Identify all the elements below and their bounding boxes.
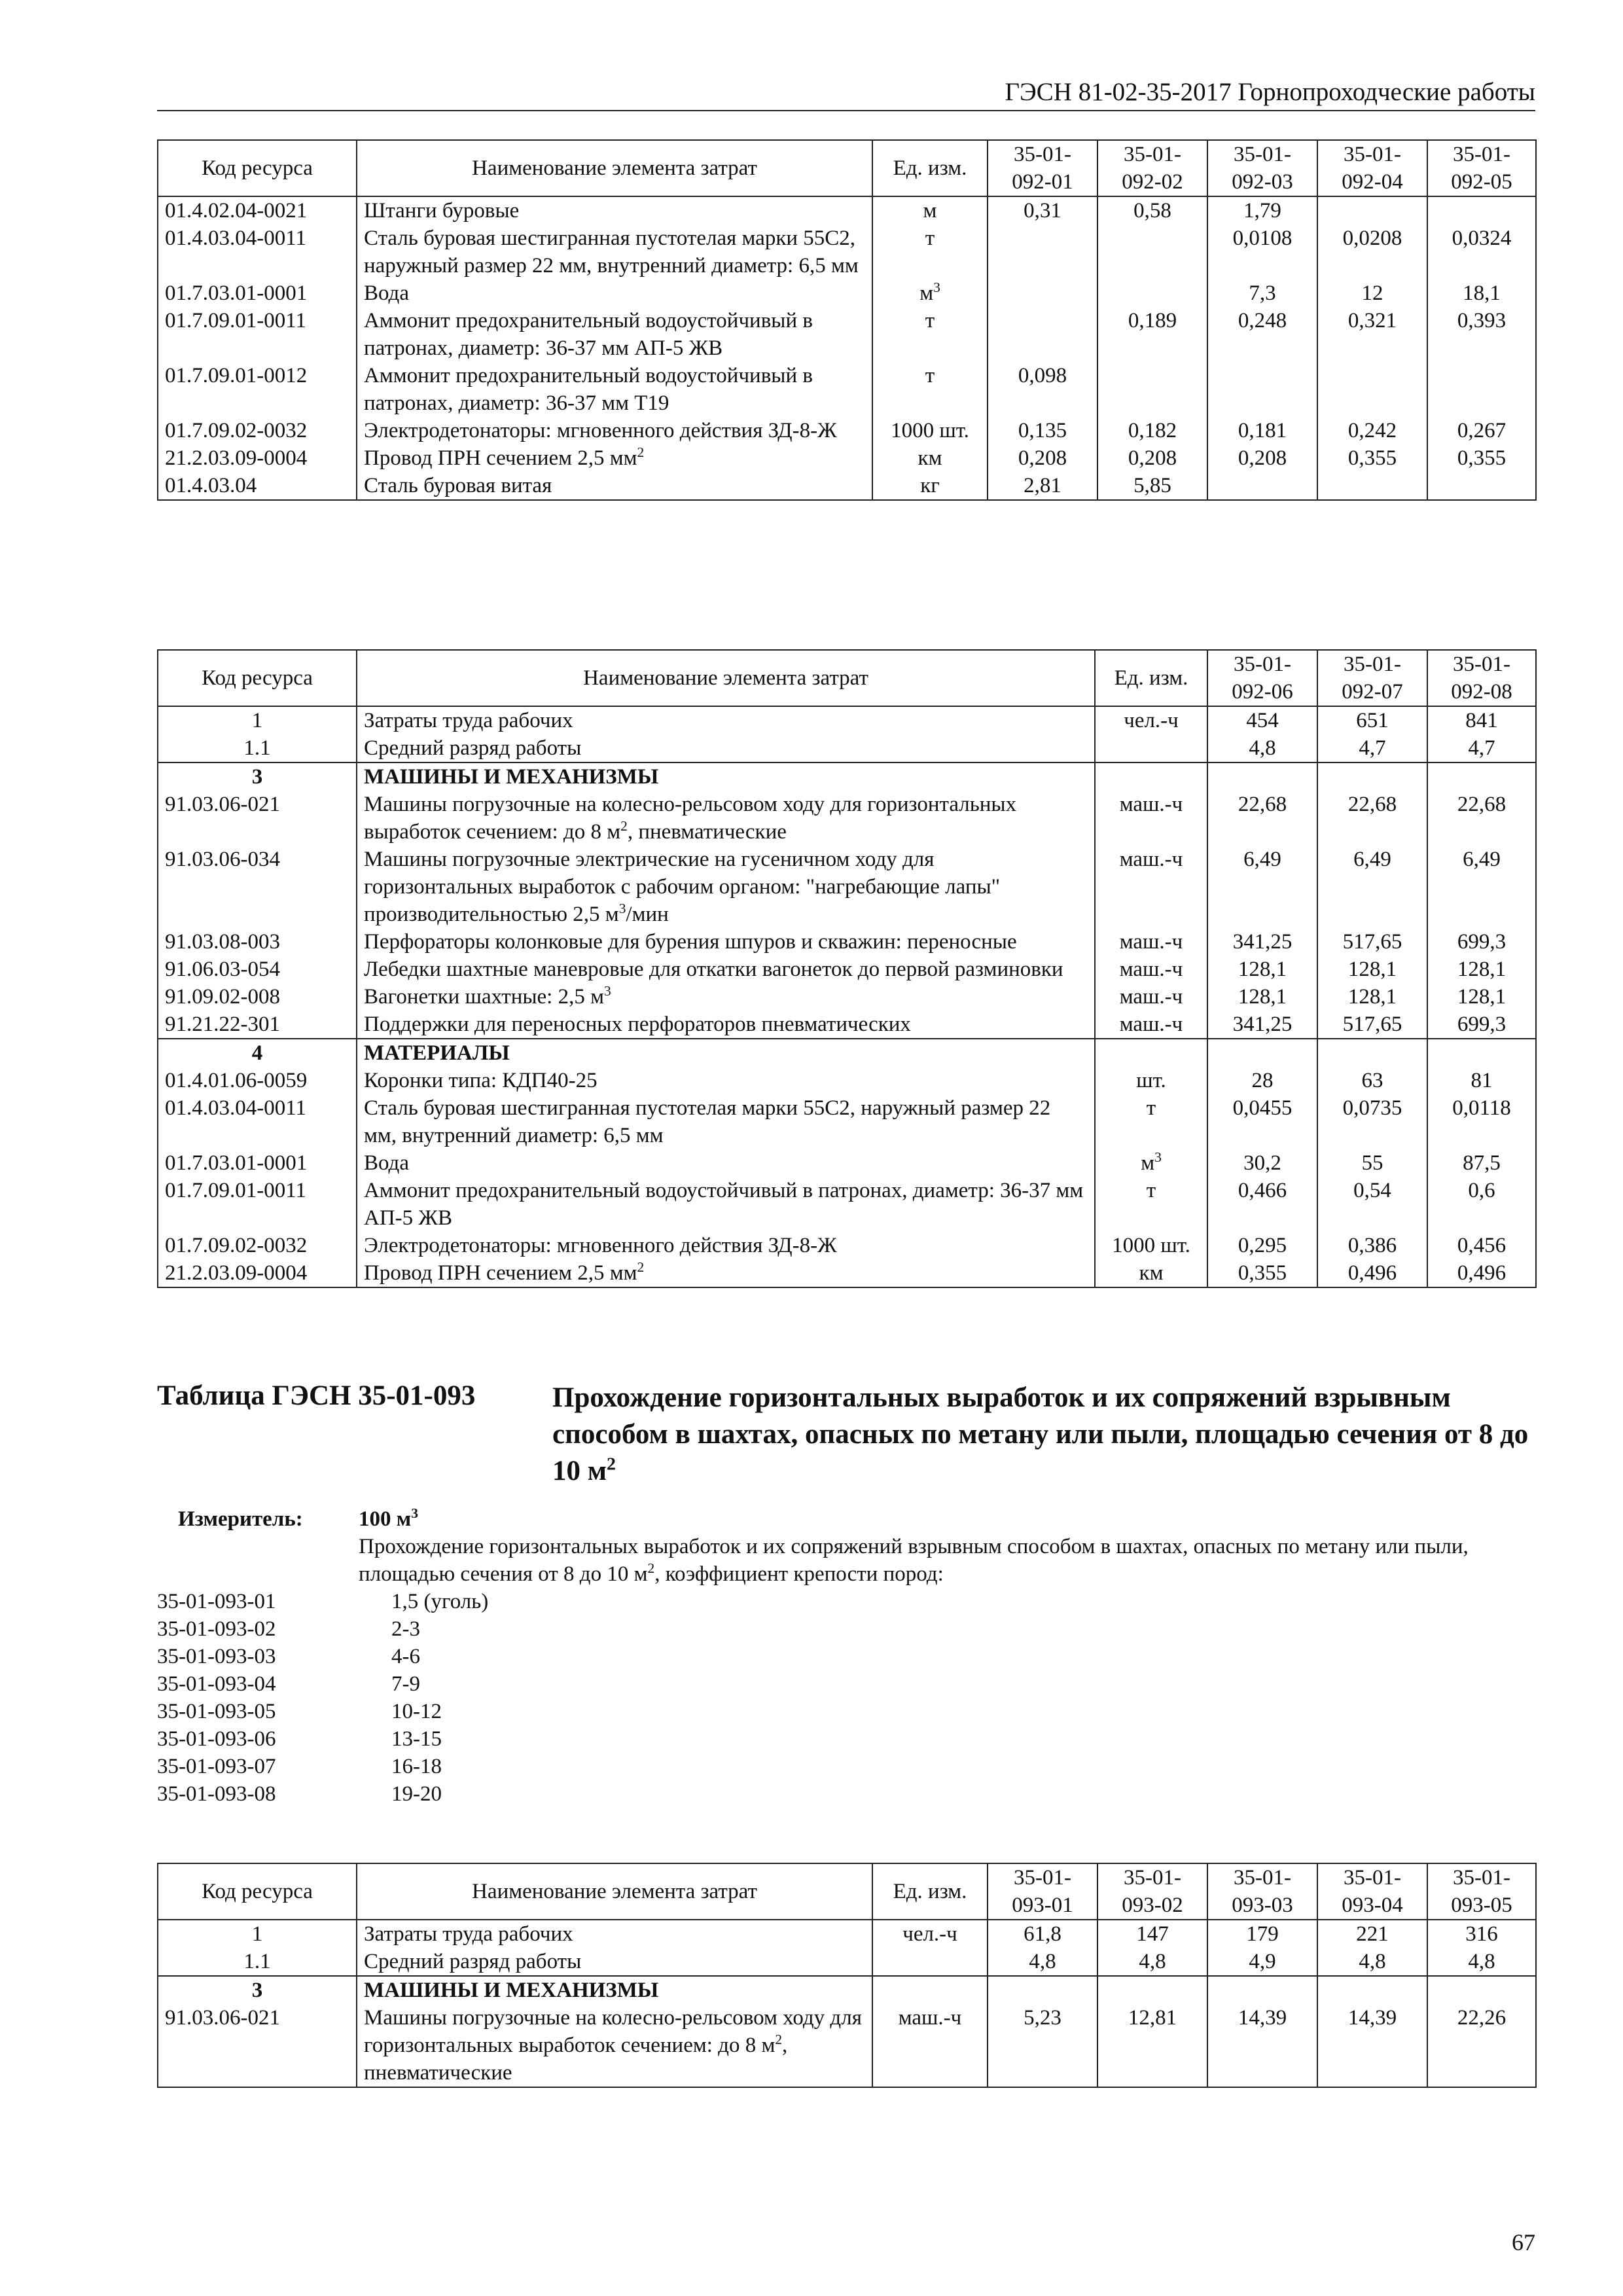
- value-cell: [1317, 1039, 1427, 1067]
- table-row: [158, 846, 1536, 928]
- cost-item-name-cell: Аммонит предохранительный водоустойчивый в патронах, диаметр: 36-37 мм Т19: [357, 362, 872, 417]
- value-cell: 14,39: [1317, 2004, 1427, 2087]
- variant-value: 2-3: [391, 1617, 420, 1641]
- value-cell: 0,6: [1427, 1177, 1536, 1232]
- resource-code-cell: 1.1: [158, 1948, 357, 1976]
- value-cell: 4,8: [1317, 1948, 1427, 1976]
- value-cell: 0,466: [1207, 1177, 1317, 1232]
- value-cell: 147: [1097, 1920, 1207, 1948]
- unit-cell: [872, 1948, 988, 1976]
- value-cell: 0,189: [1097, 307, 1207, 362]
- resource-code-cell: 01.7.09.02-0032: [158, 417, 357, 444]
- value-cell: 4,8: [1097, 1948, 1207, 1976]
- value-cell: 0,208: [988, 444, 1097, 472]
- unit-cell: маш.-ч: [1095, 928, 1207, 956]
- column-header: Ед. изм.: [872, 1863, 988, 1920]
- table-row: [158, 1259, 1536, 1287]
- column-header: Наименование элемента затрат: [357, 140, 872, 196]
- column-header: Ед. изм.: [872, 140, 988, 196]
- variant-code: 35-01-093-05: [157, 1700, 276, 1723]
- table-row: [158, 1232, 1536, 1259]
- cost-item-name-cell: Вагонетки шахтные: 2,5 $м^3$: [357, 983, 1095, 1011]
- table-row: [158, 1177, 1536, 1232]
- unit-cell: маш.-ч: [1095, 1011, 1207, 1039]
- unit-cell: [1095, 762, 1207, 791]
- unit-cell: шт.: [1095, 1067, 1207, 1094]
- value-cell: 4,9: [1207, 1948, 1317, 1976]
- cost-item-name-cell: Перфораторы колонковые для бурения шпуров и скважин: переносные: [357, 928, 1095, 956]
- resource-code-cell: 91.03.06-021: [158, 2004, 357, 2087]
- table-row: [158, 196, 1536, 224]
- value-cell: 128,1: [1427, 956, 1536, 983]
- value-cell: 0,393: [1427, 307, 1536, 362]
- resource-table-093-01-05: [157, 1863, 1537, 2088]
- page-header: [157, 72, 1535, 111]
- value-cell: 55: [1317, 1149, 1427, 1177]
- value-cell: 0,386: [1317, 1232, 1427, 1259]
- value-cell: 0,321: [1317, 307, 1427, 362]
- resource-code-cell: 91.03.06-021: [158, 791, 357, 846]
- table-row: [158, 1067, 1536, 1094]
- value-cell: [1427, 472, 1536, 500]
- column-header: 35-01- 092-03: [1207, 140, 1317, 196]
- column-header: 35-01- 093-02: [1097, 1863, 1207, 1920]
- table-row: [158, 983, 1536, 1011]
- cost-item-name-cell: Коронки типа: КДП40-25: [357, 1067, 1095, 1094]
- resource-code-cell: 01.7.09.02-0032: [158, 1232, 357, 1259]
- cost-item-name-cell: Затраты труда рабочих: [357, 706, 1095, 734]
- value-cell: 841: [1427, 706, 1536, 734]
- unit-cell: маш.-ч: [872, 2004, 988, 2087]
- value-cell: 0,0108: [1207, 224, 1317, 279]
- cost-item-name-cell: Электродетонаторы: мгновенного действия ЗД-8-Ж: [357, 417, 872, 444]
- resource-code-cell: 01.7.09.01-0012: [158, 362, 357, 417]
- column-header: 35-01- 093-03: [1207, 1863, 1317, 1920]
- unit-cell: маш.-ч: [1095, 791, 1207, 846]
- column-header: 35-01- 092-01: [988, 140, 1097, 196]
- column-header: 35-01- 092-02: [1097, 140, 1207, 196]
- unit-cell: м: [872, 196, 988, 224]
- variant-value: 7-9: [391, 1672, 420, 1696]
- value-cell: [1317, 362, 1427, 417]
- variant-code: 35-01-093-02: [157, 1617, 276, 1641]
- value-cell: 221: [1317, 1920, 1427, 1948]
- value-cell: 30,2: [1207, 1149, 1317, 1177]
- table-row: [158, 279, 1536, 307]
- value-cell: [1097, 279, 1207, 307]
- value-cell: 0,0208: [1317, 224, 1427, 279]
- cost-item-name-cell: Машины погрузочные на колесно-рельсовом ходу для горизонтальных выработок сечением: до 8 $м^2$, пневматические: [357, 791, 1095, 846]
- unit-cell: 1000 шт.: [872, 417, 988, 444]
- variant-value: 10-12: [391, 1700, 442, 1723]
- column-header: 35-01- 092-07: [1317, 650, 1427, 706]
- unit-cell: 1000 шт.: [1095, 1232, 1207, 1259]
- resource-code-cell: 01.7.09.01-0011: [158, 1177, 357, 1232]
- value-cell: 87,5: [1427, 1149, 1536, 1177]
- cost-item-name-cell: Машины погрузочные электрические на гусеничном ходу для горизонтальных выработок с рабочим органом: "нагребающие лапы" производительностью 2,5 $м^3$/мин: [357, 846, 1095, 928]
- cost-item-name-cell: Вода: [357, 1149, 1095, 1177]
- page-number: 67: [1512, 2229, 1535, 2255]
- value-cell: 63: [1317, 1067, 1427, 1094]
- cost-item-name-cell: Аммонит предохранительный водоустойчивый в патронах, диаметр: 36-37 мм АП-5 ЖВ: [357, 307, 872, 362]
- value-cell: 517,65: [1317, 928, 1427, 956]
- resource-code-cell: 91.06.03-054: [158, 956, 357, 983]
- value-cell: [1317, 196, 1427, 224]
- variant-value: 19-20: [391, 1782, 442, 1806]
- table-row: [158, 224, 1536, 279]
- unit-cell: т: [872, 224, 988, 279]
- value-cell: 61,8: [988, 1920, 1097, 1948]
- resource-code-cell: 01.4.03.04-0011: [158, 1094, 357, 1149]
- cost-item-name-cell: МАТЕРИАЛЫ: [357, 1039, 1095, 1067]
- column-header: 35-01- 093-04: [1317, 1863, 1427, 1920]
- value-cell: 0,355: [1427, 444, 1536, 472]
- value-cell: [1207, 762, 1317, 791]
- value-cell: [1317, 762, 1427, 791]
- value-cell: 0,496: [1427, 1259, 1536, 1287]
- cost-item-name-cell: Электродетонаторы: мгновенного действия ЗД-8-Ж: [357, 1232, 1095, 1259]
- value-cell: [1317, 1976, 1427, 2004]
- cost-item-name-cell: Провод ПРН сечением 2,5 $мм^2$: [357, 1259, 1095, 1287]
- value-cell: 128,1: [1427, 983, 1536, 1011]
- column-header: Ед. изм.: [1095, 650, 1207, 706]
- value-cell: 7,3: [1207, 279, 1317, 307]
- unit-cell: маш.-ч: [1095, 983, 1207, 1011]
- unit-cell: т: [872, 362, 988, 417]
- cost-item-name-cell: Вода: [357, 279, 872, 307]
- cost-item-name-cell: Средний разряд работы: [357, 1948, 872, 1976]
- variant-code: 35-01-093-06: [157, 1727, 276, 1751]
- table-row: [158, 362, 1536, 417]
- value-cell: 2,81: [988, 472, 1097, 500]
- value-cell: 179: [1207, 1920, 1317, 1948]
- value-cell: [1317, 472, 1427, 500]
- value-cell: 0,31: [988, 196, 1097, 224]
- value-cell: 0,181: [1207, 417, 1317, 444]
- value-cell: 341,25: [1207, 928, 1317, 956]
- table-row: [158, 1094, 1536, 1149]
- cost-item-name-cell: Штанги буровые: [357, 196, 872, 224]
- table-row: [158, 1920, 1536, 1948]
- unit-cell: $м^3$: [1095, 1149, 1207, 1177]
- table-header-row: [158, 140, 1536, 196]
- value-cell: 0,248: [1207, 307, 1317, 362]
- value-cell: 0,242: [1317, 417, 1427, 444]
- unit-cell: т: [1095, 1177, 1207, 1232]
- table-header-row: [158, 1863, 1536, 1920]
- table-row: [158, 762, 1536, 791]
- resource-code-cell: 21.2.03.09-0004: [158, 444, 357, 472]
- variant-row: [157, 1725, 615, 1753]
- value-cell: 1,79: [1207, 196, 1317, 224]
- variant-code: 35-01-093-04: [157, 1672, 276, 1696]
- unit-cell: чел.-ч: [872, 1920, 988, 1948]
- resource-code-cell: 91.21.22-301: [158, 1011, 357, 1039]
- table-row: [158, 1149, 1536, 1177]
- variant-row: [157, 1698, 615, 1725]
- value-cell: 12,81: [1097, 2004, 1207, 2087]
- table-row: [158, 307, 1536, 362]
- resource-code-cell: 01.7.03.01-0001: [158, 279, 357, 307]
- value-cell: [1427, 1976, 1536, 2004]
- value-cell: [1427, 196, 1536, 224]
- value-cell: 18,1: [1427, 279, 1536, 307]
- value-cell: 22,68: [1317, 791, 1427, 846]
- cost-item-name-cell: Сталь буровая витая: [357, 472, 872, 500]
- document-title: ГЭСН 81-02-35-2017 Горнопроходческие работы: [1005, 78, 1535, 106]
- resource-code-cell: 1.1: [158, 734, 357, 762]
- value-cell: [1207, 1039, 1317, 1067]
- resource-code-cell: 91.03.06-034: [158, 846, 357, 928]
- resource-code-cell: 21.2.03.09-0004: [158, 1259, 357, 1287]
- table-header-row: [158, 650, 1536, 706]
- value-cell: [1097, 362, 1207, 417]
- column-header: 35-01- 093-05: [1427, 1863, 1536, 1920]
- resource-code-cell: 1: [158, 706, 357, 734]
- variant-row: [157, 1753, 615, 1780]
- value-cell: [988, 307, 1097, 362]
- variant-row: [157, 1588, 615, 1615]
- cost-item-name-cell: Поддержки для переносных перфораторов пневматических: [357, 1011, 1095, 1039]
- unit-cell: маш.-ч: [1095, 956, 1207, 983]
- value-cell: [988, 279, 1097, 307]
- cost-item-name-cell: Лебедки шахтные маневровые для откатки вагонеток до первой разминовки: [357, 956, 1095, 983]
- column-header: Код ресурса: [158, 140, 357, 196]
- value-cell: 0,0118: [1427, 1094, 1536, 1149]
- value-cell: 128,1: [1207, 956, 1317, 983]
- cost-item-name-cell: Провод ПРН сечением 2,5 $мм^2$: [357, 444, 872, 472]
- cost-item-name-cell: Сталь буровая шестигранная пустотелая марки 55С2, наружный размер 22 мм, внутренний диаметр: 6,5 мм: [357, 224, 872, 279]
- value-cell: 12: [1317, 279, 1427, 307]
- value-cell: [1097, 1976, 1207, 2004]
- resource-code-cell: 01.4.03.04: [158, 472, 357, 500]
- table-row: [158, 1039, 1536, 1067]
- value-cell: [1427, 762, 1536, 791]
- value-cell: [1207, 362, 1317, 417]
- variant-code: 35-01-093-03: [157, 1645, 276, 1668]
- resource-code-cell: 01.7.09.01-0011: [158, 307, 357, 362]
- unit-cell: км: [1095, 1259, 1207, 1287]
- table-row: [158, 706, 1536, 734]
- value-cell: 128,1: [1207, 983, 1317, 1011]
- resource-code-cell: 1: [158, 1920, 357, 1948]
- value-cell: 0,0455: [1207, 1094, 1317, 1149]
- value-cell: 517,65: [1317, 1011, 1427, 1039]
- variant-code: 35-01-093-08: [157, 1782, 276, 1806]
- resource-code-cell: 4: [158, 1039, 357, 1067]
- value-cell: 4,7: [1427, 734, 1536, 762]
- table-label: Таблица ГЭСН 35-01-093: [157, 1380, 476, 1411]
- value-cell: 22,68: [1427, 791, 1536, 846]
- variant-value: 1,5 (уголь): [391, 1590, 489, 1613]
- table-description: [552, 1380, 1534, 1490]
- resource-code-cell: 01.4.03.04-0011: [158, 224, 357, 279]
- table-row: [158, 1948, 1536, 1976]
- unit-cell: т: [872, 307, 988, 362]
- unit-cell: [1095, 1039, 1207, 1067]
- value-cell: 4,8: [1427, 1948, 1536, 1976]
- column-header: 35-01- 092-06: [1207, 650, 1317, 706]
- table-row: [158, 1011, 1536, 1039]
- value-cell: 14,39: [1207, 2004, 1317, 2087]
- table-row: [158, 734, 1536, 762]
- variant-row: [157, 1615, 615, 1643]
- value-cell: 0,098: [988, 362, 1097, 417]
- column-header: Код ресурса: [158, 1863, 357, 1920]
- value-cell: [988, 1976, 1097, 2004]
- table-row: [158, 956, 1536, 983]
- unit-cell: чел.-ч: [1095, 706, 1207, 734]
- value-cell: [1207, 1976, 1317, 2004]
- unit-cell: маш.-ч: [1095, 846, 1207, 928]
- value-cell: [1427, 362, 1536, 417]
- value-cell: [1097, 224, 1207, 279]
- variant-row: [157, 1643, 615, 1670]
- value-cell: 0,208: [1207, 444, 1317, 472]
- resource-code-cell: 01.4.01.06-0059: [158, 1067, 357, 1094]
- value-cell: 22,26: [1427, 2004, 1536, 2087]
- value-cell: 0,267: [1427, 417, 1536, 444]
- table-row: [158, 2004, 1536, 2087]
- value-cell: [1427, 1039, 1536, 1067]
- resource-code-cell: 01.7.03.01-0001: [158, 1149, 357, 1177]
- value-cell: 6,49: [1427, 846, 1536, 928]
- value-cell: 81: [1427, 1067, 1536, 1094]
- table-row: [158, 472, 1536, 500]
- value-cell: 0,182: [1097, 417, 1207, 444]
- column-header: Наименование элемента затрат: [357, 1863, 872, 1920]
- table-row: [158, 791, 1536, 846]
- cost-item-name-cell: Машины погрузочные на колесно-рельсовом ходу для горизонтальных выработок сечением: до 8 $м^2$, пневматические: [357, 2004, 872, 2087]
- meter-unit: 100 $м^3$: [359, 1505, 418, 1531]
- unit-cell: $м^3$: [872, 279, 988, 307]
- variant-value: 13-15: [391, 1727, 442, 1751]
- value-cell: 28: [1207, 1067, 1317, 1094]
- value-cell: 0,0735: [1317, 1094, 1427, 1149]
- column-header: 35-01- 092-04: [1317, 140, 1427, 196]
- cost-item-name-cell: Средний разряд работы: [357, 734, 1095, 762]
- unit-cell: т: [1095, 1094, 1207, 1149]
- cost-item-name-cell: Аммонит предохранительный водоустойчивый в патронах, диаметр: 36-37 мм АП-5 ЖВ: [357, 1177, 1095, 1232]
- value-cell: 0,135: [988, 417, 1097, 444]
- unit-cell: кг: [872, 472, 988, 500]
- resource-code-cell: 3: [158, 1976, 357, 2004]
- table-description-text: Прохождение горизонтальных выработок и их сопряжений взрывным способом в шахтах, опасных по метану или пыли, площадью сечения от 8 до 10 $м^2$: [552, 1382, 1529, 1486]
- value-cell: 316: [1427, 1920, 1536, 1948]
- unit-cell: км: [872, 444, 988, 472]
- column-header: 35-01- 092-08: [1427, 650, 1536, 706]
- resource-table-092-01-05: [157, 139, 1537, 501]
- meter-description: Прохождение горизонтальных выработок и их сопряжений взрывным способом в шахтах, опасных по метану или пыли, площадью сечения от 8 до 10 $м^2$, коэффициент крепости пород:: [359, 1535, 1469, 1586]
- table-row: [158, 1976, 1536, 2004]
- value-cell: 341,25: [1207, 1011, 1317, 1039]
- value-cell: [988, 224, 1097, 279]
- value-cell: 6,49: [1207, 846, 1317, 928]
- table-row: [158, 928, 1536, 956]
- cost-item-name-cell: МАШИНЫ И МЕХАНИЗМЫ: [357, 1976, 872, 2004]
- value-cell: 0,456: [1427, 1232, 1536, 1259]
- value-cell: 0,355: [1207, 1259, 1317, 1287]
- cost-item-name-cell: Сталь буровая шестигранная пустотелая марки 55С2, наружный размер 22 мм, внутренний диаметр: 6,5 мм: [357, 1094, 1095, 1149]
- column-header: Наименование элемента затрат: [357, 650, 1095, 706]
- value-cell: 0,0324: [1427, 224, 1536, 279]
- cost-item-name-cell: Затраты труда рабочих: [357, 1920, 872, 1948]
- resource-table-092-06-08: [157, 649, 1537, 1288]
- table-row: [158, 444, 1536, 472]
- variant-code: 35-01-093-01: [157, 1590, 276, 1613]
- value-cell: 454: [1207, 706, 1317, 734]
- column-header: Код ресурса: [158, 650, 357, 706]
- variant-value: 4-6: [391, 1645, 420, 1668]
- resource-code-cell: 3: [158, 762, 357, 791]
- value-cell: 0,208: [1097, 444, 1207, 472]
- value-cell: 4,8: [988, 1948, 1097, 1976]
- column-header: 35-01- 093-01: [988, 1863, 1097, 1920]
- value-cell: 0,58: [1097, 196, 1207, 224]
- variant-row: [157, 1670, 615, 1698]
- value-cell: 699,3: [1427, 928, 1536, 956]
- column-header: 35-01- 092-05: [1427, 140, 1536, 196]
- value-cell: 128,1: [1317, 983, 1427, 1011]
- value-cell: 699,3: [1427, 1011, 1536, 1039]
- value-cell: 22,68: [1207, 791, 1317, 846]
- value-cell: 0,54: [1317, 1177, 1427, 1232]
- resource-code-cell: 01.4.02.04-0021: [158, 196, 357, 224]
- unit-cell: [1095, 734, 1207, 762]
- value-cell: 128,1: [1317, 956, 1427, 983]
- cost-item-name-cell: МАШИНЫ И МЕХАНИЗМЫ: [357, 762, 1095, 791]
- value-cell: 4,7: [1317, 734, 1427, 762]
- meter-label: Измеритель:: [178, 1507, 303, 1531]
- value-cell: 4,8: [1207, 734, 1317, 762]
- resource-code-cell: 91.03.08-003: [158, 928, 357, 956]
- variant-value: 16-18: [391, 1755, 442, 1778]
- value-cell: 0,496: [1317, 1259, 1427, 1287]
- value-cell: 6,49: [1317, 846, 1427, 928]
- variant-list: [157, 1588, 615, 1808]
- value-cell: 5,85: [1097, 472, 1207, 500]
- value-cell: 5,23: [988, 2004, 1097, 2087]
- table-row: [158, 417, 1536, 444]
- variant-code: 35-01-093-07: [157, 1755, 276, 1778]
- value-cell: 651: [1317, 706, 1427, 734]
- variant-row: [157, 1780, 615, 1808]
- value-cell: 0,355: [1317, 444, 1427, 472]
- value-cell: 0,295: [1207, 1232, 1317, 1259]
- resource-code-cell: 91.09.02-008: [158, 983, 357, 1011]
- unit-cell: [872, 1976, 988, 2004]
- value-cell: [1207, 472, 1317, 500]
